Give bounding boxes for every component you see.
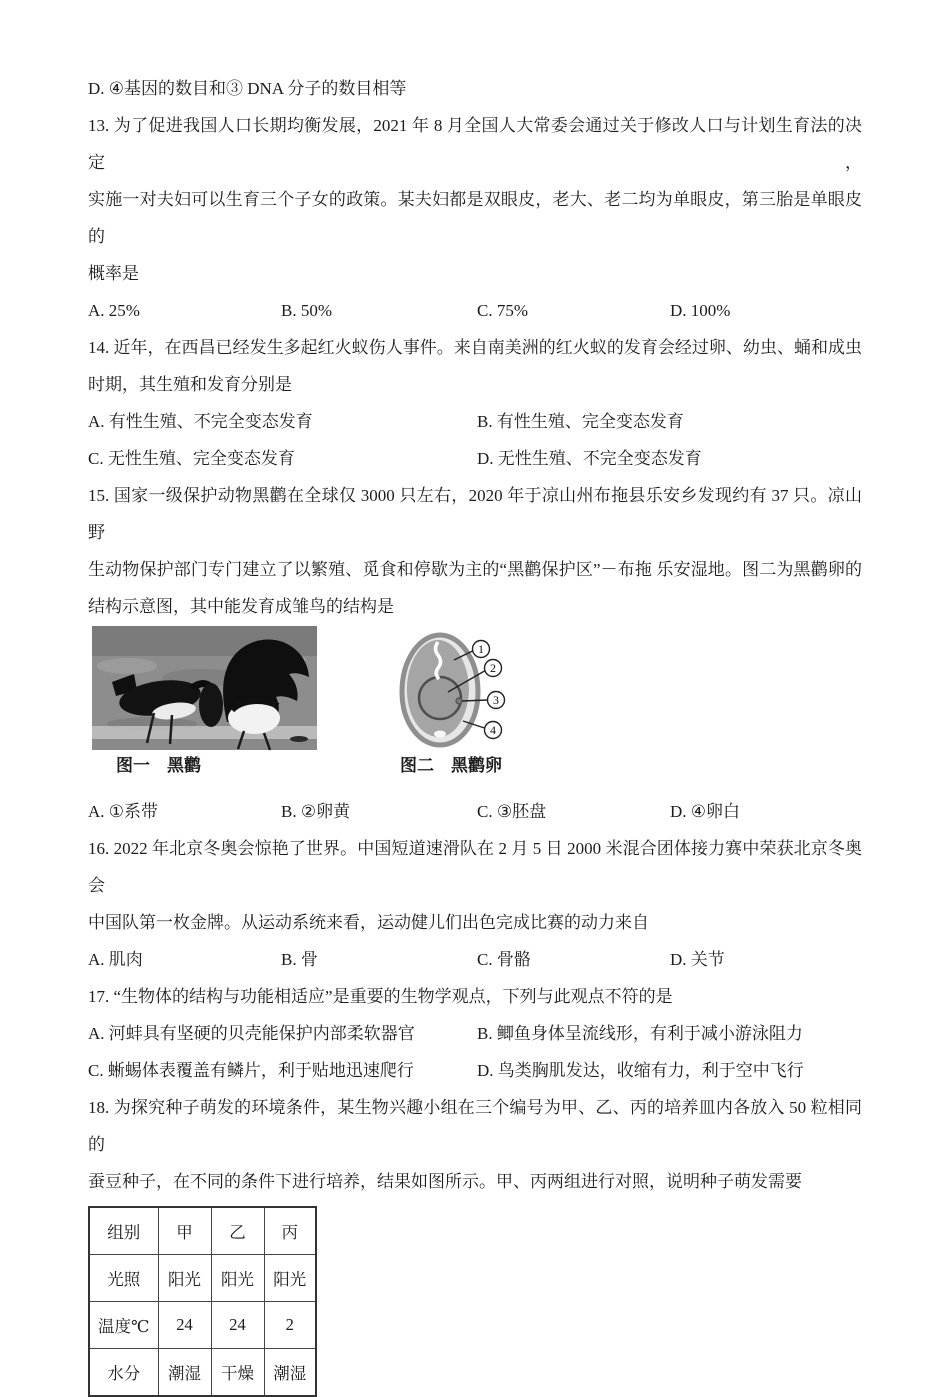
option-a: A. 肌肉 xyxy=(88,950,143,969)
question-18-text-line: 18. 为探究种子萌发的环境条件，某生物兴趣小组在三个编号为甲、乙、丙的培养皿内各放入 50 粒相同的 xyxy=(88,1098,862,1154)
table-cell: 阳光 xyxy=(211,1255,264,1302)
question-17 xyxy=(88,978,862,1089)
question-13-text-line: 概率是 xyxy=(88,264,139,283)
egg-label-2: 2 xyxy=(490,661,496,676)
option-d: D. ④卵白 xyxy=(670,802,741,821)
table-cell: 潮湿 xyxy=(158,1349,211,1397)
option-d: D. 关节 xyxy=(670,950,725,969)
black-stork-photo xyxy=(92,626,317,753)
table-cell: 组别 xyxy=(89,1207,158,1255)
question-15-text-line: 生动物保护部门专门建立了以繁殖、觅食和停歇为主的“黑鹳保护区”－布拖 乐安湿地。图二为黑鹳卵的 xyxy=(88,560,862,579)
figure-1 xyxy=(92,626,317,779)
table-cell: 乙 xyxy=(211,1207,264,1255)
option-c: C. 骨骼 xyxy=(477,950,531,969)
question-16-text-line: 16. 2022 年北京冬奥会惊艳了世界。中国短道速滑队在 2 月 5 日 2000 米混合团体接力赛中荣获北京冬奥会 xyxy=(88,839,862,895)
question-13-options xyxy=(88,292,862,329)
option-b: B. 鲫鱼身体呈流线形，有利于减小游泳阻力 xyxy=(477,1024,803,1043)
table-cell: 24 xyxy=(211,1302,264,1349)
option-b: B. 有性生殖、完全变态发育 xyxy=(477,412,684,431)
question-15-options xyxy=(88,793,862,830)
option-a: A. 有性生殖、不完全变态发育 xyxy=(88,412,313,431)
egg-label-4: 4 xyxy=(490,723,496,738)
option-c: C. ③胚盘 xyxy=(477,802,547,821)
table-row xyxy=(89,1255,316,1302)
embryonic-disc xyxy=(456,698,462,704)
question-15-text-line: 15. 国家一级保护动物黑鹳在全球仅 3000 只左右，2020 年于凉山州布拖县乐安乡发现约有 37 只。凉山野 xyxy=(88,486,862,542)
figure-2 xyxy=(392,626,510,779)
table-cell: 甲 xyxy=(158,1207,211,1255)
option-b: B. 50% xyxy=(281,301,332,320)
question-17-text-line: 17. “生物体的结构与功能相适应”是重要的生物学观点，下列与此观点不符的是 xyxy=(88,987,673,1006)
question-18-text-line: 蚕豆种子，在不同的条件下进行培养，结果如图所示。甲、丙两组进行对照，说明种子萌发需要 xyxy=(88,1172,802,1191)
egg-label-1: 1 xyxy=(478,642,484,657)
option-c: C. 无性生殖、完全变态发育 xyxy=(88,449,295,468)
stork-heads xyxy=(199,683,223,727)
option-c: C. 75% xyxy=(477,301,528,320)
egg-label-3: 3 xyxy=(493,693,499,708)
figure-1-caption: 图一 黑鹳 xyxy=(116,756,201,775)
table-cell: 潮湿 xyxy=(264,1349,316,1397)
table-cell: 温度℃ xyxy=(89,1302,158,1349)
option-d: D. 无性生殖、不完全变态发育 xyxy=(477,449,702,468)
table-row xyxy=(89,1349,316,1397)
table-cell: 干燥 xyxy=(211,1349,264,1397)
egg-yolk xyxy=(419,677,461,719)
question-13-text-line: 13. 为了促进我国人口长期均衡发展，2021 年 8 月全国人大常委会通过关于修改人口与计划生育法的决定， xyxy=(88,116,862,172)
option-a: A. ①系带 xyxy=(88,802,159,821)
table-cell: 阳光 xyxy=(158,1255,211,1302)
table-cell: 24 xyxy=(158,1302,211,1349)
question-15-figures xyxy=(92,626,862,779)
table-cell: 2 xyxy=(264,1302,316,1349)
egg-structure-diagram xyxy=(392,626,510,753)
table-row xyxy=(89,1207,316,1255)
question-15-text-line: 结构示意图，其中能发育成雏鸟的结构是 xyxy=(88,597,394,616)
question-14-text-line: 时期，其生殖和发育分别是 xyxy=(88,375,292,394)
question-16 xyxy=(88,830,862,978)
table-cell: 丙 xyxy=(264,1207,316,1255)
table-row xyxy=(89,1302,316,1349)
seed-experiment-table xyxy=(88,1206,317,1397)
figure-2-caption: 图二 黑鹳卵 xyxy=(400,756,502,775)
question-17-options xyxy=(88,1015,862,1089)
option-a: A. 25% xyxy=(88,301,140,320)
option-d: D. 100% xyxy=(670,301,731,320)
table-cell: 光照 xyxy=(89,1255,158,1302)
question-14-options xyxy=(88,403,862,477)
question-18 xyxy=(88,1089,862,1397)
option-b: B. ②卵黄 xyxy=(281,802,351,821)
option-d: D. 鸟类胸肌发达，收缩有力，利于空中飞行 xyxy=(477,1061,804,1080)
question-14 xyxy=(88,329,862,477)
question-14-text-line: 14. 近年，在西昌已经发生多起红火蚁伤人事件。来自南美洲的红火蚁的发育会经过卵、幼虫、蛹和成虫 xyxy=(88,338,862,357)
table-cell: 阳光 xyxy=(264,1255,316,1302)
question-16-text-line: 中国队第一枚金牌。从运动系统来看，运动健儿们出色完成比赛的动力来自 xyxy=(88,913,649,932)
question-13 xyxy=(88,107,862,329)
table-cell: 水分 xyxy=(89,1349,158,1397)
question-13-text-line: 实施一对夫妇可以生育三个子女的政策。某夫妇都是双眼皮，老大、老二均为单眼皮，第三胎是单眼皮的 xyxy=(88,190,862,246)
option-c: C. 蜥蜴体表覆盖有鳞片，利于贴地迅速爬行 xyxy=(88,1061,414,1080)
question-12-option-d: D. ④基因的数目和③ DNA 分子的数目相等 xyxy=(88,79,407,98)
question-15 xyxy=(88,477,862,830)
question-16-options xyxy=(88,941,862,978)
option-a: A. 河蚌具有坚硬的贝壳能保护内部柔软器官 xyxy=(88,1024,415,1043)
option-b: B. 骨 xyxy=(281,950,318,969)
